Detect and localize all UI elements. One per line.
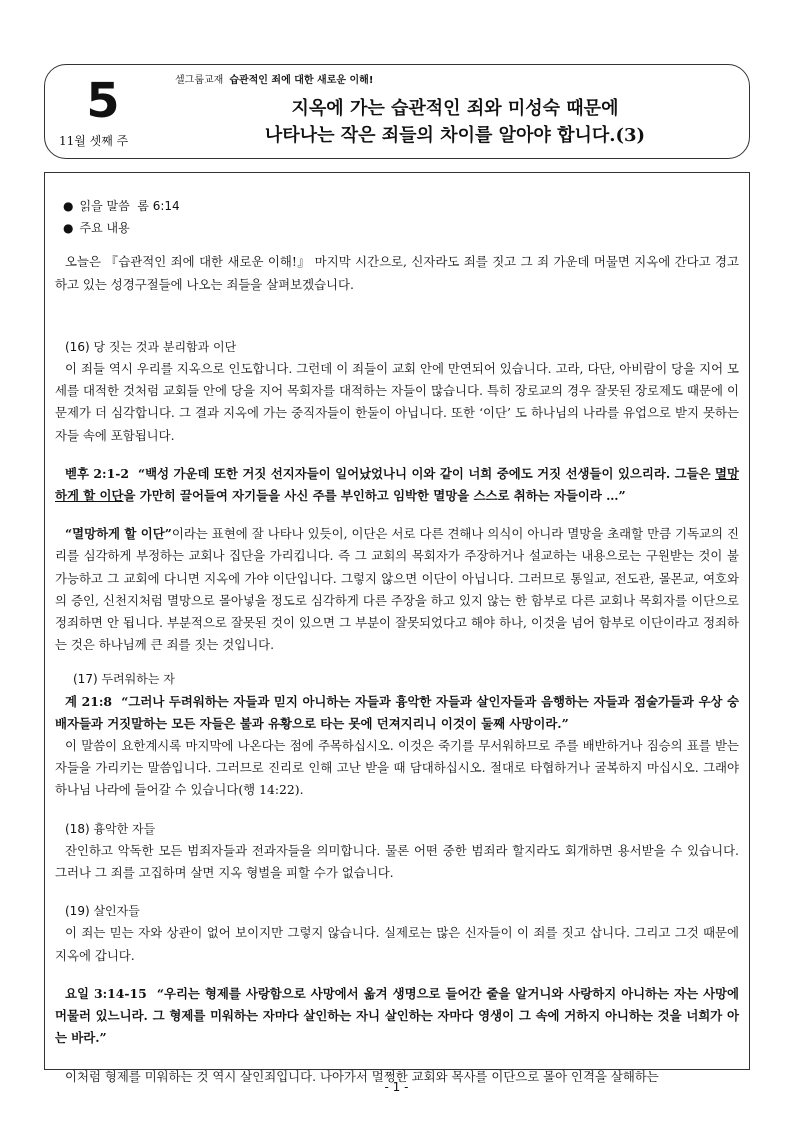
verse-ref: 계 21:8 <box>65 693 113 709</box>
lesson-header <box>44 64 750 159</box>
section-16-paragraph-1: 이 죄들 역시 우리를 지옥으로 인도합니다. 그런데 이 죄들이 교회 안에 만연되어 있습니다. 고라, 다단, 아비람이 당을 지어 모세를 대적한 것처럼 교회들 안에 당을 지어 목회자를 대적하는 자들이 많습니다. 특히 장로교의 경우 잘못된 장로제도 때문에 이 문제가 더 심각합니다. 그 결과 지옥에 가는 중직자들이 한둘이 아닙니다. 또한 ‘이단’ 도 하나님의 나라를 유업으로 받지 못하는 자들 속에 포함됩니다. <box>55 361 739 443</box>
section-17-heading: (17) 두려워하는 자 <box>73 672 175 687</box>
section-17-paragraph: 이 말씀이 요한계시록 마지막에 나온다는 점에 주목하십시오. 이것은 죽기를 무서워하므로 주를 배반하거나 짐승의 표를 받는 자들을 가리키는 말씀입니다. 그러므로 진리로 인해 고난 받을 때 담대하십시오. 절대로 타협하거나 굴복하지 마십시오. 그래야 하나님 나라에 들어갈 수 있습니다(행 14:22). <box>55 738 739 798</box>
lesson-content <box>44 172 750 1084</box>
section-16-heading: (16) 당 짓는 것과 분리함과 이단 <box>65 339 237 354</box>
verse-text-a: “백성 가운데 또한 거짓 선지자들이 일어났었나니 이와 같이 너희 중에도 거짓 선생들이 있으리라. 그들은 <box>138 465 716 481</box>
title-line-2: 나타나는 작은 죄들의 차이를 알아야 합니다.(3) <box>264 125 646 146</box>
lesson-number: 5 <box>86 73 120 129</box>
paragraph-text: 이라는 표현에 잘 나타나 있듯이, 이단은 서로 다른 견해나 의식이 아니라 멸망을 초래할 만큼 기독교의 진리를 심각하게 부정하는 교회나 집단을 가리킵니다. 즉 그 교회의 목회자가 주장하거나 설교하는 내용으로는 구원받는 것이 불가능하고 그 교회에 다니면 지옥에 가야 이단입니다. 그렇지 않으면 이단이 아닙니다. 그러므로 통일교, 전도관, 몰몬교, 여호와의 증인, 신천지처럼 멸망으로 몰아넣을 정도로 심각하게 다른 주장을 하고 있지 않는 한 함부로 다른 교회나 목회자를 이단으로 정죄하면 안 됩니다. 부분적으로 잘못된 것이 있으면 그 부분이 잘못되었다고 해야 하나, 이것을 넘어 함부로 이단이라고 정죄하는 것은 하나님께 큰 죄를 짓는 것입니다. <box>55 526 739 653</box>
bullet-reading <box>63 195 739 217</box>
main-label: 주요 내용 <box>79 221 130 236</box>
verse-underlined: 멸망하게 할 이단 <box>55 465 739 504</box>
series-title <box>175 71 373 86</box>
reading-ref: 롬 6:14 <box>137 199 180 213</box>
verse-text: “그러나 두려워하는 자들과 믿지 아니하는 자들과 흉악한 자들과 살인자들과 음행하는 자들과 점술가들과 우상 숭배자들과 거짓말하는 모든 자들은 불과 유황으로 타는 못에 던져지리니 이것이 둘째 사망이라.” <box>55 693 739 731</box>
section-17-verse <box>55 691 739 735</box>
verse-ref: 요일 3:14-15 <box>65 985 147 1001</box>
section-19-verse <box>55 983 739 1050</box>
bullet-dot-icon: ● <box>63 221 74 236</box>
intro-paragraph: 오늘은 『습관적인 죄에 대한 새로운 이해!』 마지막 시간으로, 신자라도 죄를 짓고 그 죄 가운데 머물면 지옥에 간다고 경고하고 있는 성경구절들에 나오는 죄들을 살펴보겠습니다. <box>55 254 739 292</box>
reading-label: 읽을 말씀 <box>79 199 130 213</box>
lesson-title <box>205 95 705 149</box>
section-16-paragraph-2 <box>55 523 739 656</box>
page-number: - 1 - <box>384 1080 409 1094</box>
verse-text-b: 을 가만히 끌어들여 자기들을 사신 주를 부인하고 임박한 멸망을 스스로 취하는 자들이라 …” <box>123 488 626 504</box>
series-prefix: 셀그룹교재 <box>175 75 224 86</box>
series-name: 습관적인 죄에 대한 새로운 이해! <box>229 75 374 86</box>
section-19-paragraph-2: 이처럼 형제를 미워하는 것 역시 살인죄입니다. 나아가서 멀쩡한 교회와 목사를 이단으로 몰아 인격을 살해하는 <box>65 1068 659 1084</box>
week-label: 11월 셋째 주 <box>59 134 129 148</box>
section-19-paragraph: 이 죄는 믿는 자와 상관이 없어 보이지만 그렇지 않습니다. 실제로는 많은 신자들이 이 죄를 짓고 삽니다. 그리고 그것 때문에 지옥에 갑니다. <box>55 925 739 963</box>
title-line-1: 지옥에 가는 습관적인 죄와 미성숙 때문에 <box>291 98 619 119</box>
verse-ref: 벧후 2:1-2 <box>65 465 130 481</box>
section-18-paragraph: 잔인하고 악독한 모든 범죄자들과 전과자들을 의미합니다. 물론 어떤 중한 범죄라 할지라도 회개하면 용서받을 수 있습니다. 그러나 그 죄를 고집하며 살면 지옥 형벌을 피할 수가 없습니다. <box>55 842 739 881</box>
section-16-verse <box>55 463 739 507</box>
section-18-heading: (18) 흉악한 자들 <box>65 821 156 836</box>
verse-text: “우리는 형제를 사랑함으로 사망에서 옮겨 생명으로 들어간 줄을 알거니와 사랑하지 아니하는 자는 사망에 머물러 있느니라. 그 형제를 미워하는 자마다 살인하는 자니 살인하는 자마다 영생이 그 속에 거하지 아니하는 것을 너희가 아는 바라.” <box>55 985 739 1046</box>
bullet-dot-icon: ● <box>63 199 74 213</box>
bullet-list <box>55 195 739 239</box>
section-19-heading: (19) 살인자들 <box>65 904 140 919</box>
emphasis-quote: “멸망하게 할 이단” <box>65 526 172 542</box>
bullet-main <box>63 217 739 239</box>
